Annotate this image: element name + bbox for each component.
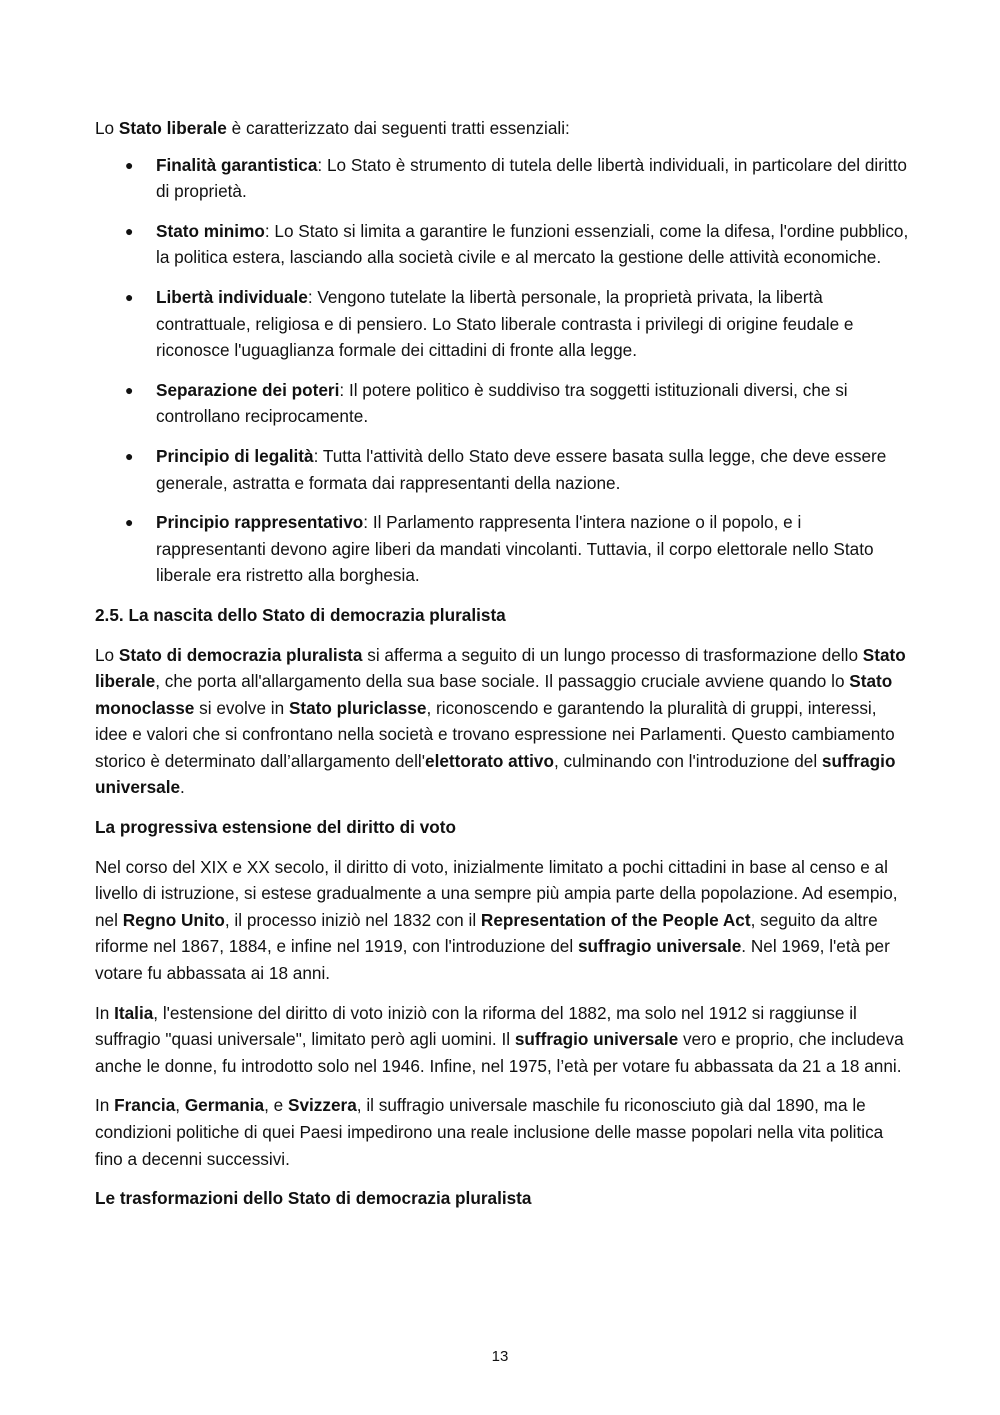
bold-term: elettorato attivo [425, 750, 554, 771]
bold-term: Stato pluriclasse [288, 697, 427, 718]
feature-text: : Il potere politico è suddiviso tra soggetti istituzionali diversi, che si controllano reciprocamente. [156, 379, 848, 427]
text-run: , riconoscendo e garantendo la pluralità di gruppi, interessi, idee e valori che si confrontano nella società e trovano espressione nei Parlamenti. Questo cambiamento storico è determinato dall’allargamento dell' [95, 697, 895, 771]
list-item [95, 152, 910, 205]
bold-term: Svizzera [288, 1095, 357, 1116]
feature-text: : Tutta l'attività dello Stato deve essere basata sulla legge, che deve essere generale, astratta e formata dai rappresentanti della nazione. [156, 445, 887, 493]
feature-term: Separazione dei poteri [156, 379, 340, 400]
pluralist-democracy-paragraph [95, 642, 910, 802]
text-run: , l'estensione del diritto di voto iniziò con la riforma del 1882, ma solo nel 1912 si raggiunse il suffragio "quasi universale", limitato però agli uomini. Il [95, 1002, 857, 1050]
bold-term: suffragio universale [514, 1029, 679, 1050]
text-run: , il processo iniziò nel 1832 con il [224, 909, 481, 930]
bold-term: Stato monoclasse [95, 671, 893, 718]
page-number: 13 [491, 1348, 509, 1365]
text-run: , il suffragio universale maschile fu riconosciuto già dal 1890, ma le condizioni politiche di quei Paesi impedirono una reale inclusione delle masse popolari nella vita politica fino a decenni successivi. [95, 1095, 884, 1169]
feature-term: Libertà individuale [156, 286, 308, 307]
text-run: . Nel 1969, l'età per votare fu abbassata ai 18 anni. [95, 936, 890, 984]
feature-term: Finalità garantistica [156, 154, 318, 175]
text-run: si afferma a seguito di un lungo processo di trasformazione dello [362, 644, 863, 665]
text-run: si evolve in [194, 697, 289, 718]
list-item [95, 377, 910, 430]
text-run: In [95, 1002, 115, 1023]
bold-term: suffragio universale [577, 936, 742, 957]
bullet-icon: ● [125, 222, 134, 239]
text-run: In [95, 1095, 115, 1116]
bold-term: Regno Unito [122, 909, 225, 930]
feature-term: Principio di legalità [156, 445, 314, 466]
text-run: . [180, 777, 185, 798]
subheading-voting-rights: La progressiva estensione del diritto di voto [95, 817, 457, 838]
text-run: Lo [95, 118, 119, 138]
text-run: , e [264, 1095, 288, 1116]
subheading-transformations: Le trasformazioni dello Stato di democrazia pluralista [95, 1188, 532, 1209]
feature-term: Principio rappresentativo [156, 512, 364, 533]
text-run: , che porta all'allargamento della sua base sociale. Il passaggio cruciale avviene quando lo [155, 671, 850, 692]
text-run: è caratterizzato dai seguenti tratti essenziali: [226, 118, 570, 138]
text-run: , culminando con l'introduzione del [553, 750, 822, 771]
voting-paragraph-uk [95, 854, 910, 987]
feature-text: : Il Parlamento rappresenta l'intera nazione o il popolo, e i rappresentanti devono agire liberi da mandati vincolanti. Tuttavia, il corpo elettorale nello Stato liberale era ristretto alla borghesia. [156, 512, 874, 586]
list-item [95, 218, 910, 271]
bullet-icon: ● [125, 514, 134, 531]
feature-term: Stato minimo [156, 220, 265, 241]
text-run: , seguito da altre riforme nel 1867, 1884, e infine nel 1919, con l'introduzione del [95, 909, 878, 957]
text-run: , [175, 1095, 185, 1116]
bold-term: Stato liberale [118, 118, 227, 138]
bold-term: Germania [184, 1095, 265, 1116]
bold-term: Francia [114, 1095, 176, 1116]
bold-term: Stato di democrazia pluralista [118, 644, 363, 665]
feature-text: : Lo Stato è strumento di tutela delle libertà individuali, in particolare del diritto di proprietà. [156, 154, 907, 202]
bold-term: Stato liberale [95, 644, 906, 692]
feature-text: : Lo Stato si limita a garantire le funzioni essenziali, come la difesa, l'ordine pubblico, la politica estera, lasciando alla società civile e al mercato la gestione delle attività economiche. [156, 220, 909, 268]
bullet-icon: ● [125, 447, 134, 464]
bold-term: suffragio universale [95, 750, 896, 798]
bullet-icon: ● [125, 288, 134, 305]
text-run: vero e proprio, che includeva anche le donne, fu introdotto solo nel 1946. Infine, nel 1975, l’età per votare fu abbassata da 21 a 18 anni. [95, 1029, 904, 1076]
bold-term: Representation of the People Act [480, 909, 751, 930]
text-run: Nel corso del XIX e XX secolo, il diritto di voto, inizialmente limitato a pochi cittadini in base al censo e al livello di istruzione, si estese gradualmente a una sempre più ampia parte della popolazione. Ad esempio, nel [95, 856, 898, 930]
list-item [95, 284, 910, 364]
document-page [95, 115, 910, 1225]
text-run: Lo [95, 644, 119, 665]
bold-term: Italia [114, 1002, 154, 1023]
bullet-icon: ● [125, 381, 134, 398]
list-item [95, 443, 910, 496]
voting-paragraph-italy [95, 1000, 910, 1080]
voting-paragraph-europe [95, 1092, 910, 1172]
liberal-state-features-list [95, 152, 910, 589]
bullet-icon: ● [125, 156, 134, 173]
section-heading-2-5: 2.5. La nascita dello Stato di democrazia pluralista [95, 604, 506, 625]
feature-text: : Vengono tutelate la libertà personale, la proprietà privata, la libertà contrattuale, religiosa e di pensiero. Lo Stato liberale contrasta i privilegi di origine feudale e riconosce l'uguaglianza formale dei cittadini di fronte alla legge. [156, 286, 854, 361]
list-item [95, 509, 910, 589]
intro-paragraph [95, 115, 910, 142]
